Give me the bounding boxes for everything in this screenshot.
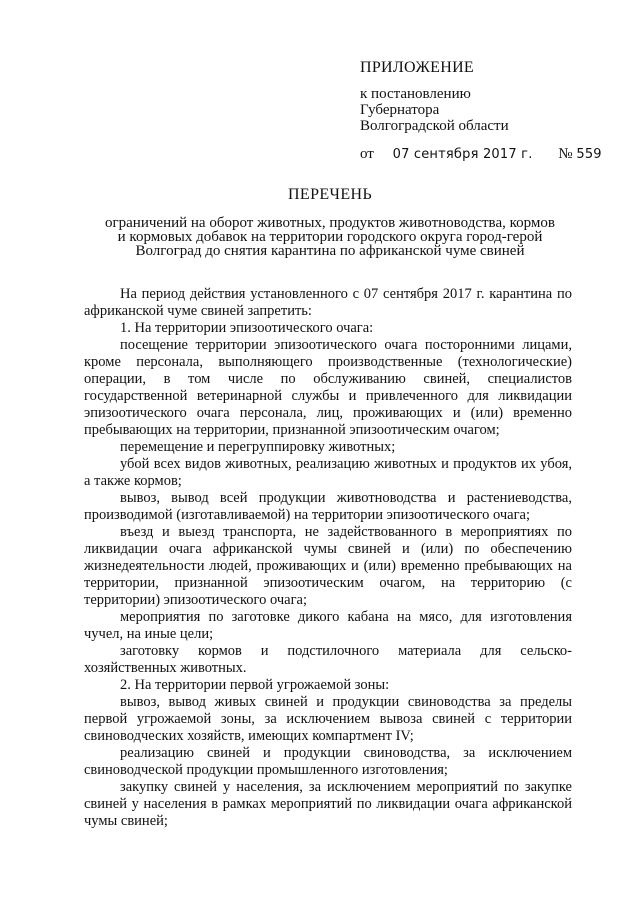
appendix-line-region: Волгоградской области [360, 118, 509, 134]
section-1-item-6: мероприятия по заготовке дикого кабана на мясо, для изготовления чучел, на иные цели; [84, 609, 572, 642]
section-2-title: 2. На территории первой угрожаемой зоны: [120, 677, 390, 693]
appendix-number: 559 [576, 147, 602, 162]
section-1-item-2: перемещение и перегруппировку животных; [120, 439, 396, 455]
intro-paragraph: На период действия установленного с 07 сентября 2017 г. карантина по африканской чуме свиней запретить: [84, 286, 572, 319]
appendix-number-label: № [558, 146, 573, 162]
appendix-date-number [360, 146, 620, 163]
section-1-item-3: убой всех видов животных, реализацию животных и продуктов их убоя, а также кормов; [84, 456, 572, 489]
document-heading [70, 188, 590, 258]
section-1-item-5: въезд и выезд транспорта, не задействованного в мероприятиях по ликвидации очага африканской чумы свиней и (или) по обеспечению жизнедеятельности людей, проживающих и (или) временно пребывающих на территории, признанной эпизоотическим очагом, на территорию (с территории) эпизоотического очага; [84, 524, 572, 608]
appendix-block [360, 60, 620, 163]
appendix-line-governor: Губернатора [360, 102, 440, 118]
heading-subtitle-line-3: Волгоград до снятия карантина по африканской чуме свиней [135, 243, 525, 259]
heading-subtitle-line-1: ограничений на оборот животных, продуктов животноводства, кормов [105, 215, 555, 231]
appendix-line-decree: к постановлению [360, 86, 471, 102]
appendix-title: ПРИЛОЖЕНИЕ [360, 59, 475, 76]
section-1-item-1: посещение территории эпизоотического очага посторонними лицами, кроме персонала, выполняющего производственные (технологические) операции, в том числе по обслуживанию свиней, специалистов государственной ветеринарной службы и привлеченного для ликвидации эпизоотического очага персонала, лиц, проживающих и (или) временно пребывающих на территории, признанной эпизоотическим очагом; [84, 337, 572, 438]
section-1-item-7: заготовку кормов и подстилочного материала для сельско-хозяйственных животных. [84, 643, 572, 676]
heading-subtitle-line-2: и кормовых добавок на территории городского округа город-герой [117, 229, 543, 245]
appendix-from-label: от [360, 146, 374, 162]
document-body [84, 286, 572, 830]
section-1-item-4: вывоз, вывод всей продукции животноводства и растениеводства, производимой (изготавливаемой) на территории эпизоотического очага; [84, 490, 572, 523]
section-2-item-1: вывоз, вывод живых свиней и продукции свиноводства за пределы первой угрожаемой зоны, за исключением вывоза свиней с территории свиноводческих хозяйств, имеющих компартмент IV; [84, 694, 572, 744]
section-2-item-3: закупку свиней у населения, за исключением мероприятий по закупке свиней у населения в рамках мероприятий по ликвидации очага африканской чумы свиней; [84, 779, 572, 829]
section-2-item-2: реализацию свиней и продукции свиноводства, за исключением свиноводческой продукции промышленного изготовления; [84, 745, 572, 778]
heading-title: ПЕРЕЧЕНЬ [287, 186, 373, 203]
section-1-title: 1. На территории эпизоотического очага: [120, 320, 374, 336]
appendix-date: 07 сентября 2017 г. [392, 147, 533, 162]
